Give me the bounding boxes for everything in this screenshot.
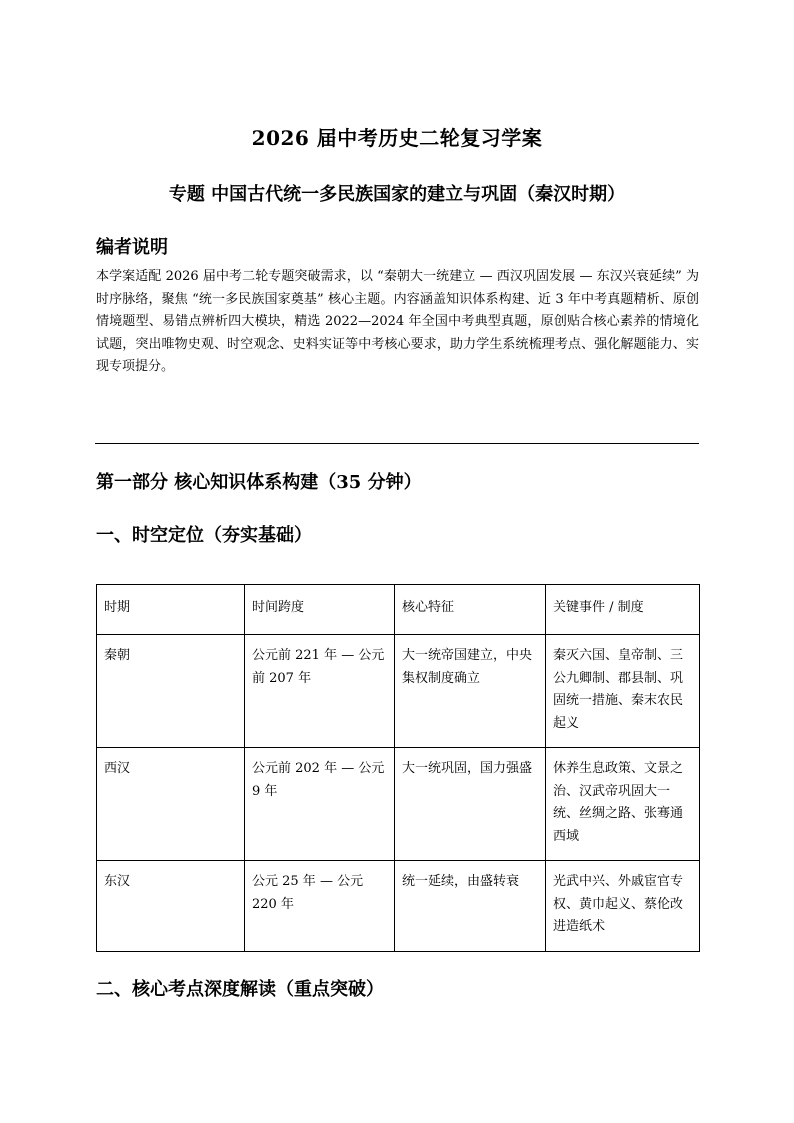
table-cell: 大一统帝国建立，中央集权制度确立	[395, 635, 546, 748]
table-cell: 东汉	[97, 861, 245, 952]
table-cell: 公元前 221 年 — 公元前 207 年	[245, 635, 395, 748]
table-cell: 大一统巩固，国力强盛	[395, 748, 546, 861]
editor-note-body: 本学案适配 2026 届中考二轮专题突破需求，以 “秦朝大一统建立 — 西汉巩固发展 — 东汉兴衰延续” 为时序脉络，聚焦 “统一多民族国家奠基” 核心主题。内容涵盖知识体系构建、近 3 年中考真题精析、原创情境题型、易错点辨析四大模块，精选 2022—2024 年全国中考典型真题，原创贴合核心素养的情境化试题，突出唯物史观、时空观念、史料实证等中考核心要求，助力学生系统梳理考点、强化解题能力、实现专项提分。	[96, 269, 699, 374]
table-row	[97, 635, 700, 748]
column-header-key-events: 关键事件 / 制度	[546, 585, 700, 635]
horizontal-divider	[95, 443, 699, 444]
table-cell: 统一延续，由盛转衰	[395, 861, 546, 952]
document-title: 2026 届中考历史二轮复习学案	[251, 126, 543, 150]
table-cell: 西汉	[97, 748, 245, 861]
section-two-heading: 二、核心考点深度解读（重点突破）	[96, 979, 384, 1000]
table-cell: 秦朝	[97, 635, 245, 748]
table-row	[97, 748, 700, 861]
document-subtitle: 专题 中国古代统一多民族国家的建立与巩固（秦汉时期）	[168, 184, 626, 205]
column-header-time-span: 时间跨度	[245, 585, 395, 635]
table-cell: 公元 25 年 — 公元 220 年	[245, 861, 395, 952]
table-cell: 休养生息政策、文景之治、汉武帝巩固大一统、丝绸之路、张骞通西域	[546, 748, 700, 861]
column-header-period: 时期	[97, 585, 245, 635]
table-header-row	[97, 585, 700, 635]
timeline-table	[96, 584, 700, 952]
column-header-core-feature: 核心特征	[395, 585, 546, 635]
table-cell: 公元前 202 年 — 公元 9 年	[245, 748, 395, 861]
table-cell: 秦灭六国、皇帝制、三公九卿制、郡县制、巩固统一措施、秦末农民起义	[546, 635, 700, 748]
section-one-heading: 一、时空定位（夯实基础）	[96, 525, 312, 546]
part-one-heading: 第一部分 核心知识体系构建（35 分钟）	[96, 472, 422, 493]
editor-note-heading: 编者说明	[96, 237, 168, 258]
table-row	[97, 861, 700, 952]
table-cell: 光武中兴、外戚宦官专权、黄巾起义、蔡伦改进造纸术	[546, 861, 700, 952]
